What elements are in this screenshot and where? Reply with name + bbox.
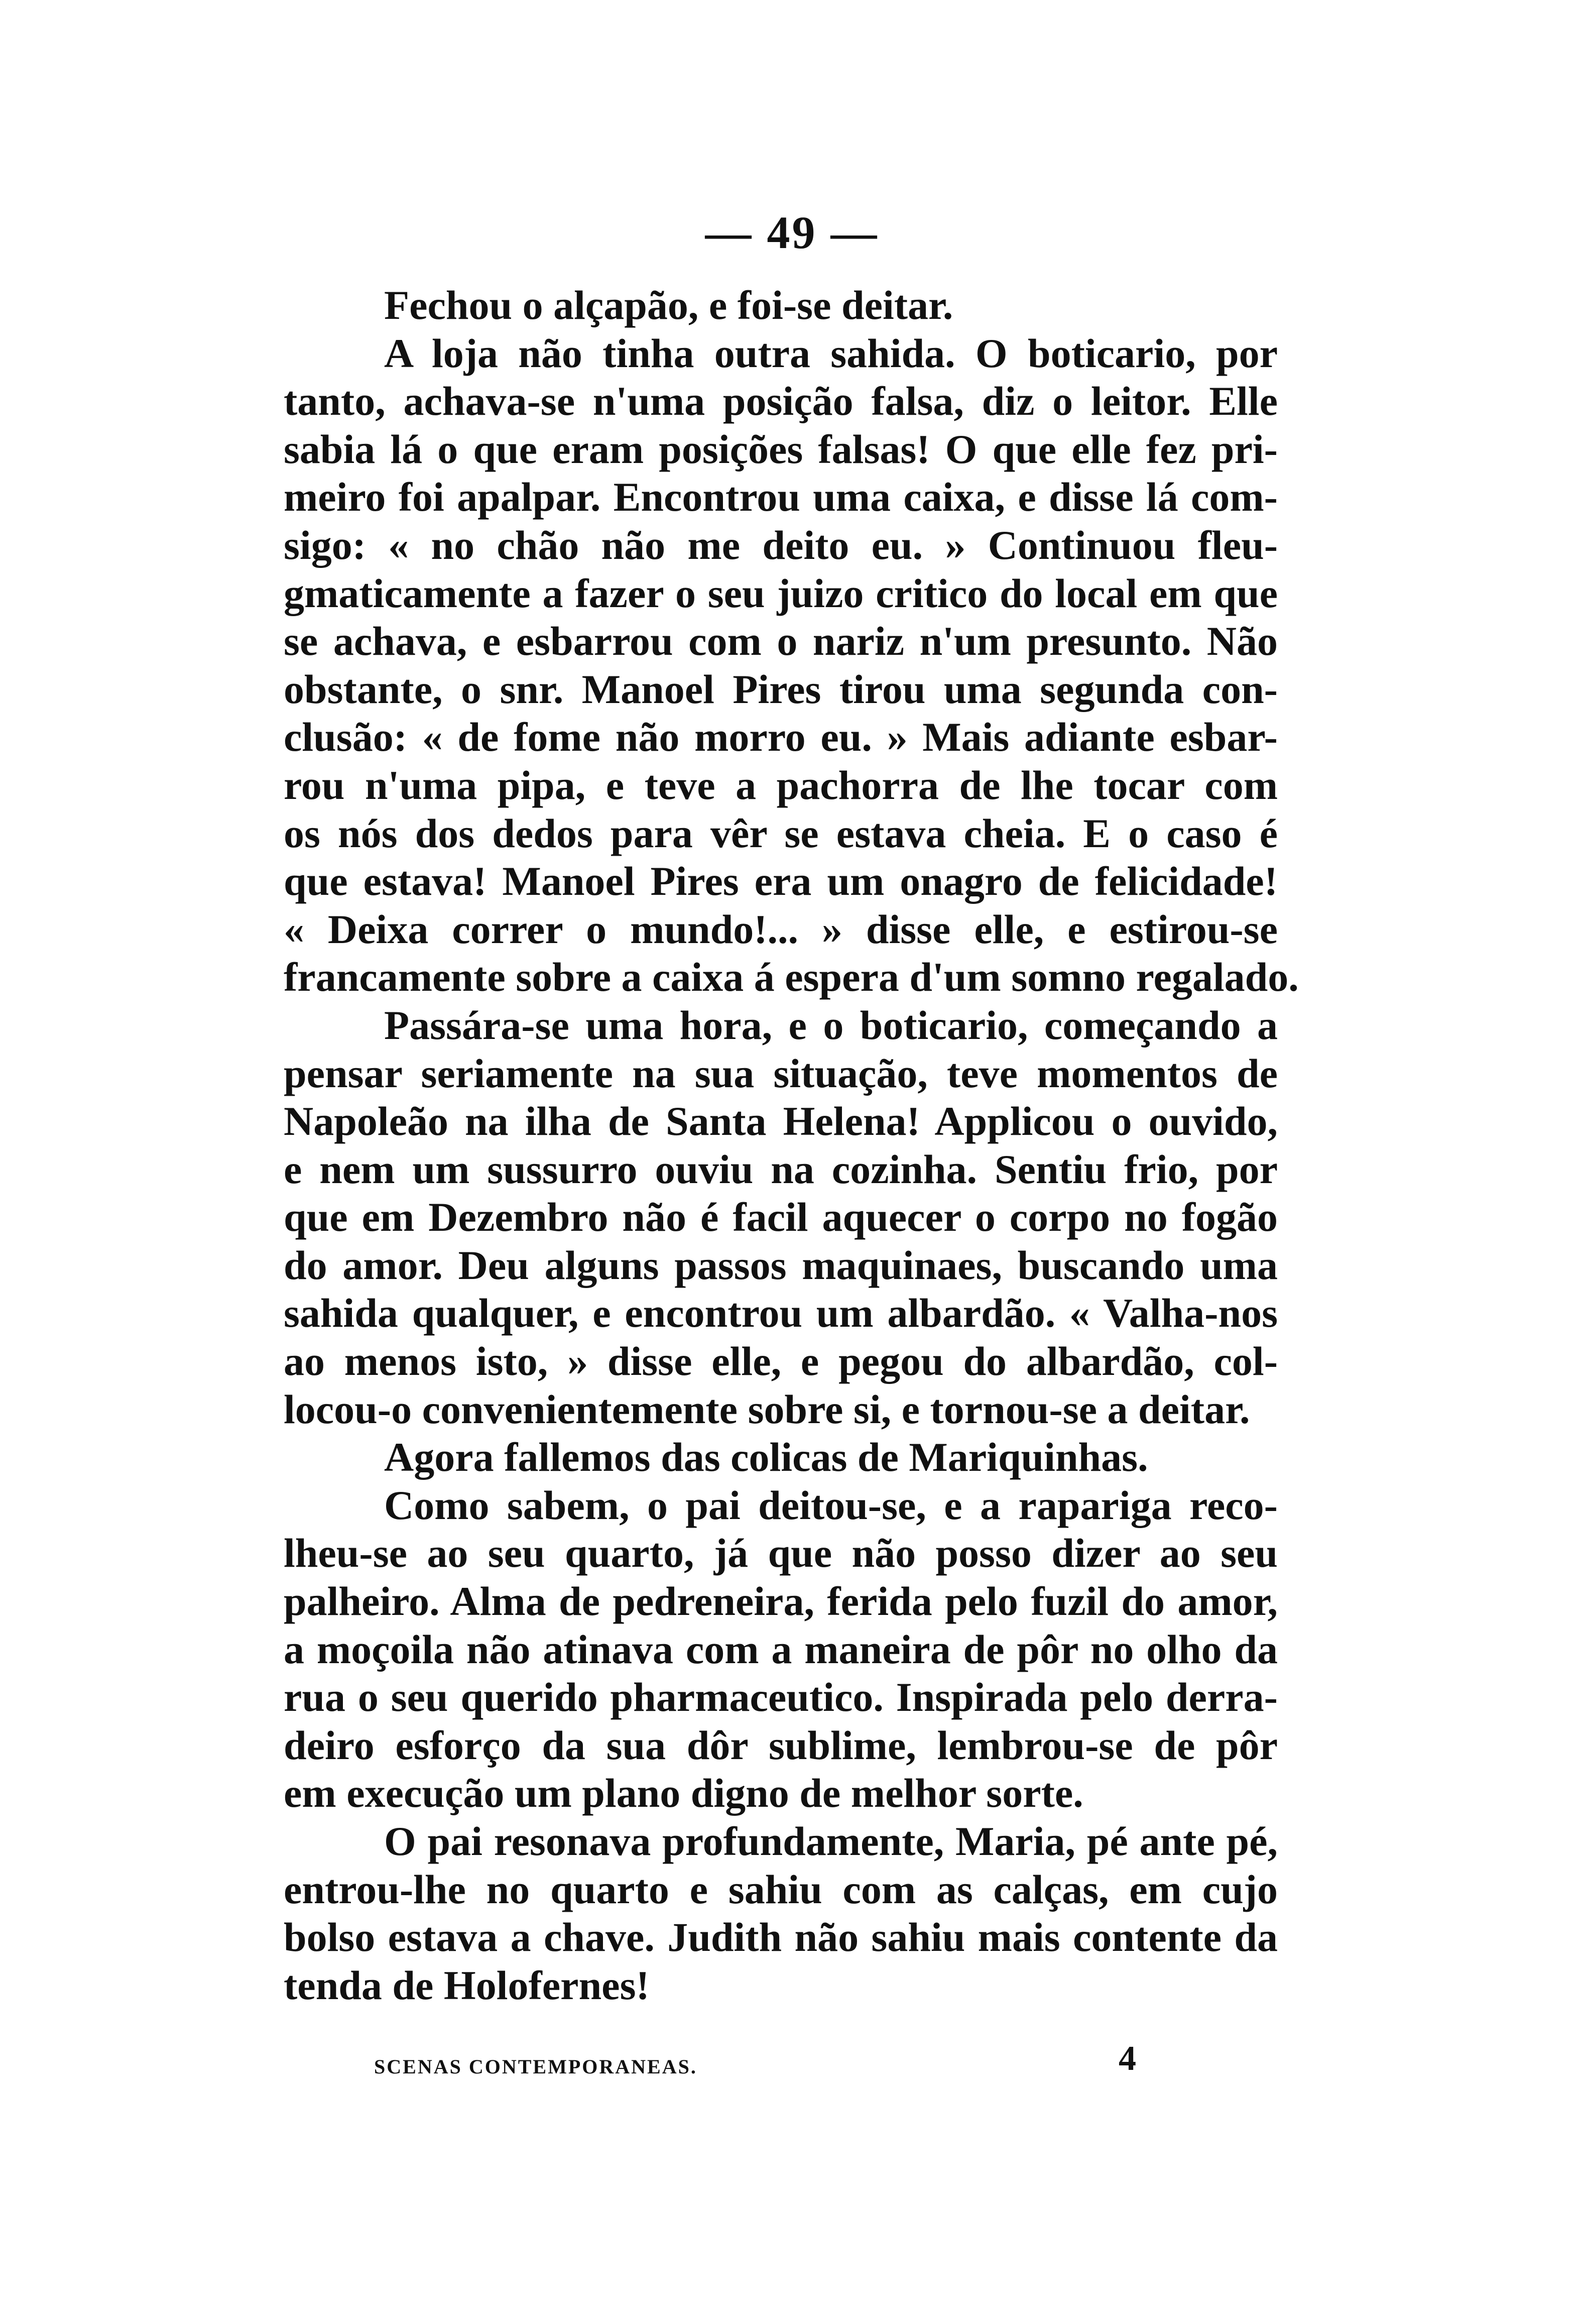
text-line: pensar seriamente na sua situação, teve momentos de [284, 1050, 1278, 1096]
text-line: sabia lá o que eram posições falsas! O que elle fez pri- [284, 426, 1278, 472]
text-line: e nem um sussurro ouviu na cozinha. Sentiu frio, por [284, 1146, 1278, 1192]
text-line: os nós dos dedos para vêr se estava cheia. E o caso é [284, 810, 1278, 856]
text-line: se achava, e esbarrou com o nariz n'um presunto. Não [284, 618, 1278, 664]
text-line: Fechou o alçapão, e foi-se deitar. [384, 282, 953, 328]
text-line: obstante, o snr. Manoel Pires tirou uma segunda con- [284, 666, 1278, 712]
signature-mark: 4 [1119, 2039, 1136, 2078]
text-line: meiro foi apalpar. Encontrou uma caixa, e disse lá com- [284, 474, 1278, 520]
text-line: em execução um plano digno de melhor sorte. [284, 1770, 1083, 1816]
text-line: a moçoila não atinava com a maneira de pôr no olho da [284, 1626, 1278, 1672]
text-line: entrou-lhe no quarto e sahiu com as calças, em cujo [284, 1866, 1278, 1912]
text-line: O pai resonava profundamente, Maria, pé ante pé, [384, 1818, 1278, 1864]
text-line: bolso estava a chave. Judith não sahiu mais contente da [284, 1914, 1278, 1960]
text-line: rua o seu querido pharmaceutico. Inspirada pelo derra- [284, 1674, 1278, 1720]
text-line: locou-o convenientemente sobre si, e tornou-se a deitar. [284, 1386, 1250, 1432]
running-footer: SCENAS CONTEMPORANEAS. [374, 2055, 697, 2078]
text-line: palheiro. Alma de pedreneira, ferida pelo fuzil do amor, [284, 1578, 1278, 1624]
text-line: francamente sobre a caixa á espera d'um somno regalado. [284, 954, 1299, 1000]
text-line: Passára-se uma hora, e o boticario, começando a [384, 1002, 1278, 1048]
text-line: Napoleão na ilha de Santa Helena! Applicou o ouvido, [284, 1098, 1278, 1144]
text-line: do amor. Deu alguns passos maquinaes, buscando uma [284, 1242, 1278, 1288]
text-line: rou n'uma pipa, e teve a pachorra de lhe tocar com [284, 762, 1278, 808]
body-text [284, 281, 1299, 2009]
text-line: A loja não tinha outra sahida. O boticario, por [384, 330, 1278, 376]
text-line: « Deixa correr o mundo!... » disse elle, e estirou-se [284, 906, 1278, 952]
text-line: que estava! Manoel Pires era um onagro de felicidade! [284, 858, 1278, 904]
text-line: clusão: « de fome não morro eu. » Mais adiante esbar- [284, 714, 1278, 760]
text-line: lheu-se ao seu quarto, já que não posso dizer ao seu [284, 1530, 1278, 1576]
page-number: — 49 — [705, 207, 879, 258]
text-line: deiro esforço da sua dôr sublime, lembrou-se de pôr [284, 1722, 1278, 1768]
text-line: sahida qualquer, e encontrou um albardão. « Valha-nos [284, 1290, 1278, 1336]
text-line: Como sabem, o pai deitou-se, e a rapariga reco- [384, 1482, 1278, 1528]
text-line: que em Dezembro não é facil aquecer o corpo no fogão [284, 1194, 1278, 1240]
text-line: tenda de Holofernes! [284, 1962, 650, 2008]
text-line: Agora fallemos das colicas de Mariquinhas. [384, 1434, 1148, 1480]
text-line: tanto, achava-se n'uma posição falsa, diz o leitor. Elle [284, 378, 1278, 424]
text-line: ao menos isto, » disse elle, e pegou do albardão, col- [284, 1338, 1278, 1384]
text-line: sigo: « no chão não me deito eu. » Continuou fleu- [284, 522, 1278, 568]
text-line: gmaticamente a fazer o seu juizo critico do local em que [284, 570, 1278, 616]
